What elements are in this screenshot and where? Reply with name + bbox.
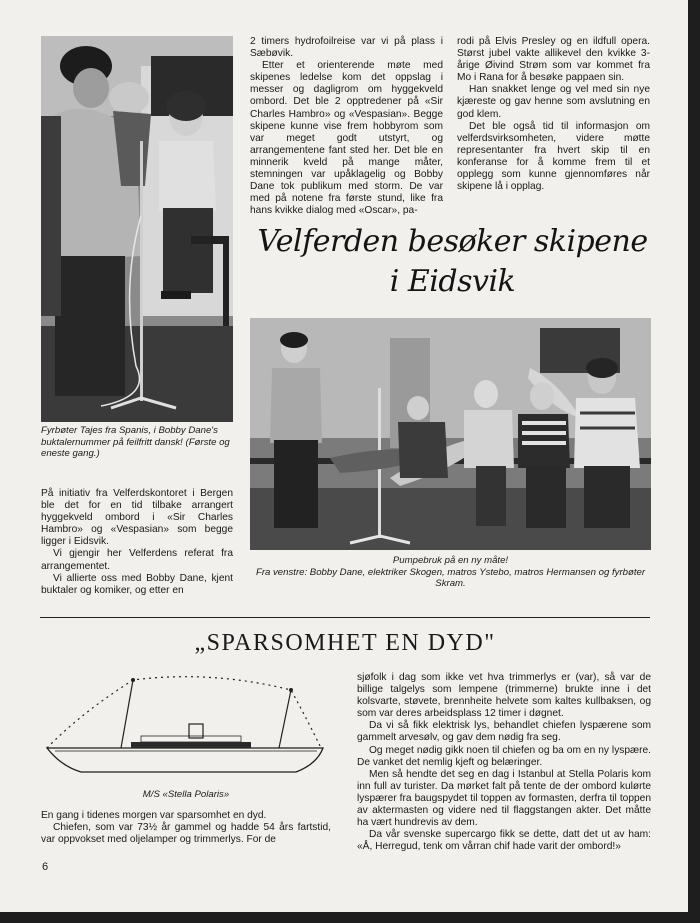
article-column-right: [457, 36, 650, 193]
paragraph: Og meget nødig gikk noen til chiefen og ba om en ny lyspære. De vanket det nemlig kjeft og belæringer.: [357, 744, 651, 768]
caption-names: Fra venstre: Bobby Dane, elektriker Skogen, matros Ystebo, matros Hermansen og fyrbøter Skram.: [255, 566, 646, 589]
paragraph: Etter et orienterende møte med skipenes ledelse kom det oppslag i messer og dagligrom om hyggekveld ombord. Det ble 2 opptredener på «Sir Charles Hambro» og «Vespasian». Begge skipene kunne vise frem hobbyrom som var meget godt utstyrt, og arrangementene fant sted her. Det ble en minnerik kveld på mange måter, stemningen var upåklagelig og Bobby Dane tok publikum med storm. De var med på notene fra første stund, like fra hans kvikke dialog med «Oscar», pa-: [250, 60, 443, 217]
sparsomhet-column-left: [41, 810, 331, 846]
paragraph: sjøfolk i dag som ikke vet hva trimmerlys er (var), så var de billige talgelys som lempene (trimmerne) brukte inne i det kolsvarte, støvete, brennheite helvete som kaltes kullbaksen, og som var deres arbeidsplass 12 timer i døgnet.: [357, 672, 651, 720]
group-photo: [250, 318, 651, 550]
ship-illustration: [41, 668, 331, 788]
page-number: 6: [42, 861, 49, 873]
section-title: „SPARSOMHET EN DYD": [194, 630, 496, 656]
paragraph: Vi allierte oss med Bobby Dane, kjent buktaler og komiker, og etter en: [41, 572, 233, 596]
paragraph: Vi gjengir her Velferdens referat fra arrangementet.: [41, 548, 233, 572]
headline-line: i Eidsvik: [389, 264, 516, 299]
article-headline: [255, 222, 650, 302]
caption-title: Pumpebruk på en ny måte!: [392, 555, 509, 566]
group-photo-caption: [250, 555, 651, 590]
ventriloquist-photo: [41, 36, 233, 422]
paragraph: Chiefen, som var 73½ år gammel og hadde 54 års fartstid, var oppvokset med oljelamper og trimmerlys. For de: [41, 822, 331, 846]
paragraph: Det ble også tid til informasjon om velferdsvirksomheten, videre møtte representanter fra hvert skip til en konferanse for å komme frem til et opplegg som kunne gjennomføres når skipene lå i opplag.: [457, 120, 650, 193]
section-divider: [40, 617, 650, 618]
ventriloquist-photo-caption: Fyrbøter Tajes fra Spanis, i Bobby Dane's buktalernummer på feilfritt dansk! (Første og eneste gang.): [41, 425, 230, 459]
paragraph: Men så hendte det seg en dag i Istanbul at Stella Polaris kom inn full av turister. Da mørket falt på tente de der ombord kulørte lyspærer fra baugspydet til toppen av formasten, derfra til toppen av aktermasten og videre ned til flaggstangen akter. Det måtte ha vært hundrevis av dem.: [357, 768, 651, 829]
sparsomhet-column-right: [357, 672, 651, 853]
paragraph: Han snakket lenge og vel med sin nye kjæreste og gav henne som avslutning en god klem.: [457, 84, 650, 120]
article-column-middle: [250, 36, 443, 217]
paragraph: En gang i tidenes morgen var sparsomhet en dyd.: [41, 810, 267, 821]
headline-line: Velferden besøker skipene: [257, 224, 648, 259]
page-edge-right: [688, 0, 700, 923]
paragraph: Da vi så fikk elektrisk lys, behandlet chiefen lyspærene som gammelt arvesølv, og gav dem nødig fra seg.: [357, 720, 651, 744]
paragraph: På initiativ fra Velferdskontoret i Bergen ble det for en tid tilbake arrangert hyggekveld ombord i «Sir Charles Hambro» og «Vespasian» som begge ligger i Eidsvik.: [41, 488, 233, 548]
page-edge-bottom: [0, 912, 700, 923]
paragraph: 2 timers hydrofoilreise var vi på plass i Sæbøvik.: [250, 36, 443, 60]
ship-caption: M/S «Stella Polaris»: [142, 789, 230, 800]
intro-column-left: [41, 488, 233, 597]
paragraph: Da vår svenske supercargo fikk se dette, datt det ut av ham: «Å, Herregud, tenk om vårran chif hade varit der ombord!»: [357, 829, 651, 853]
paragraph: rodi på Elvis Presley og en ildfull opera. Størst jubel vakte allikevel den kvikke 3-årige Øivind Strøm som var kommet fra Mo i Rana for å besøke pappaen sin.: [457, 36, 650, 84]
